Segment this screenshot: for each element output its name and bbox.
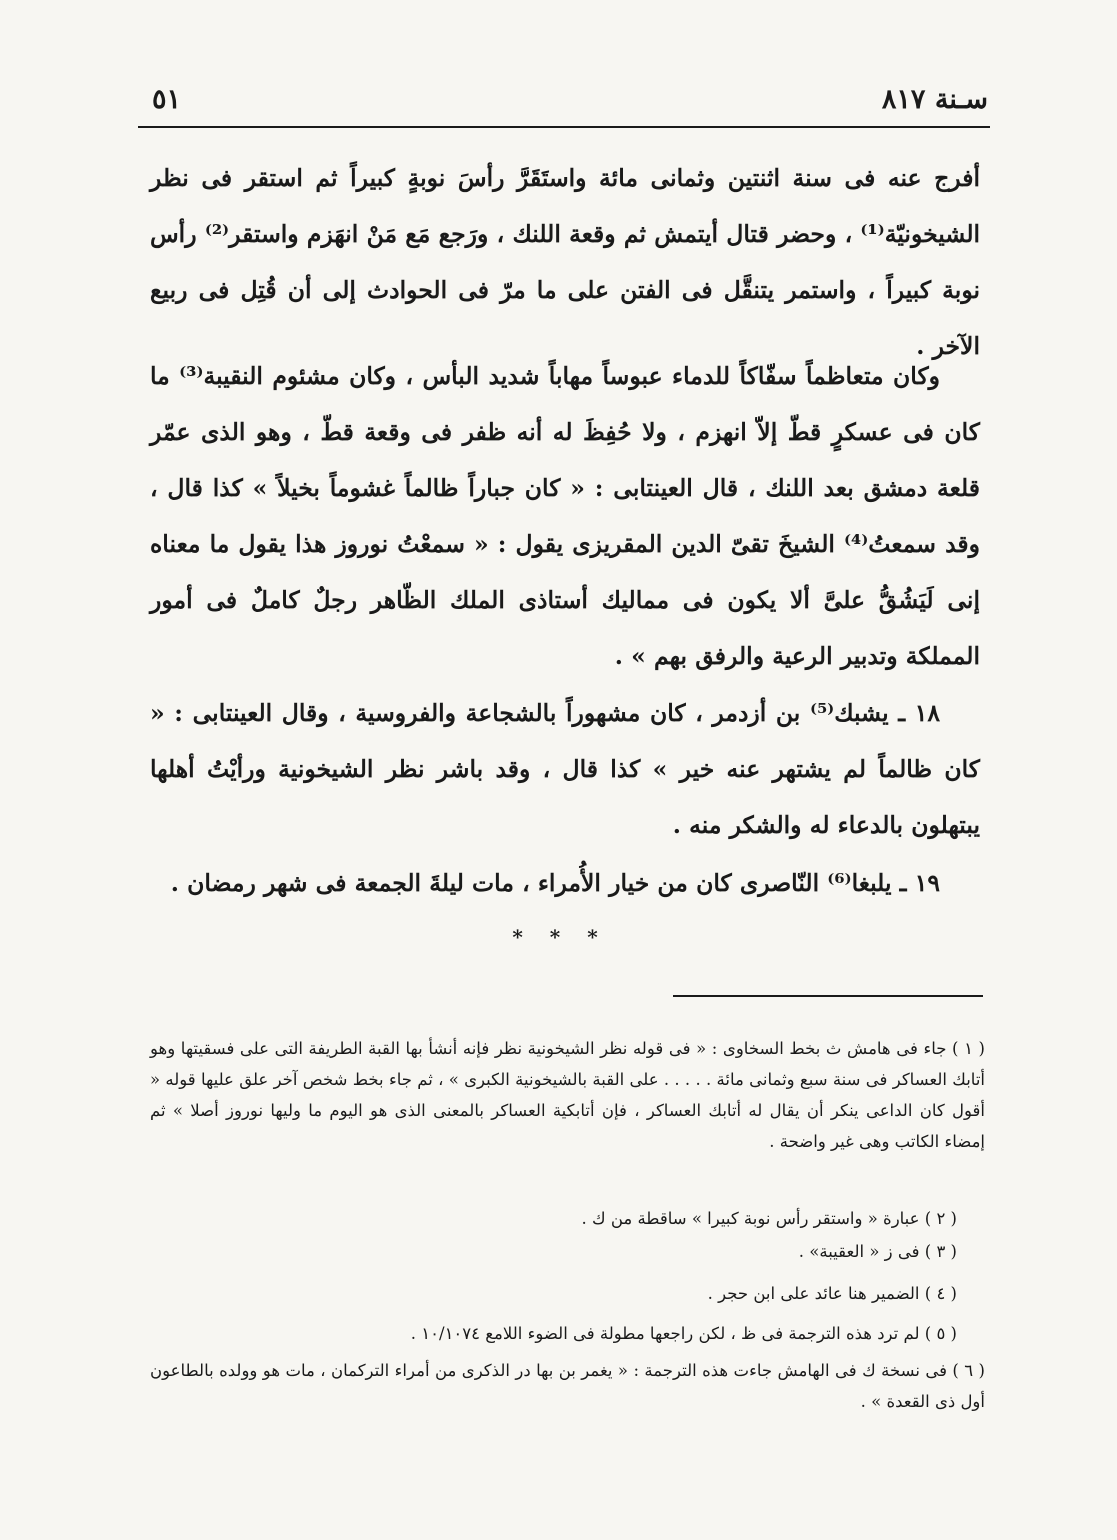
paragraph: وكان متعاظماً سفّاكاً للدماء عبوساً مهاباً شديد البأس ، وكان مشئوم النقيبة⁽³⁾ ما كان فى عسكرٍ قطّ إلاّ انهزم ، ولا حُفِظَ له أنه ظفر فى وقعة قطّ ، وهو الذى عمّر قلعة دمشق بعد اللنك ، قال العينتابى : « كان جباراً ظالماً غشوماً بخيلاً » كذا قال ، وقد سمعتُ⁽⁴⁾ الشيخَ تقىّ الدين المقريزى يقول : « سمعْتُ نوروز هذا يقول ما معناه إنى لَيَشُقُّ علىَّ ألا يكون فى مماليك أستاذى الملك الظّاهر رجلٌ كاملٌ فى أمور المملكة وتدبير الرعية والرفق بهم » . [150, 362, 980, 670]
footnote: ( ٦ ) فى نسخة ك فى الهامش جاءت هذه الترجمة : « يغمر بن بها در الذكرى من أمراء التركمان ، مات هو وولده بالطاعون أول ذى القعدة » . [150, 1361, 985, 1411]
footnote: ( ١ ) جاء فى هامش ث بخط السخاوى : « فى قوله نظر الشيخونية نظر فإنه أنشأ بها القبة الطريفة التى على فسقيتها وهو أتابك العساكر فى سنة سبع وثمانى مائة . . . . . على القبة بالشيخونية الكبرى » ، ثم جاء بخط شخص آخر علق عليها قوله « أقول كان الداعى ينكر أن يقال له أتابك العساكر ، فإن أتابكية العساكر بالمعنى الذى هو اليوم ما وليها نوروز أصلا » ثم إمضاء الكاتب وهى غير واضحة . [150, 1039, 985, 1151]
running-title: سـنة ٨١٧ [881, 84, 988, 115]
section-ornament: * * * [512, 925, 608, 949]
page-number: ٥١ [152, 84, 182, 115]
footnote: ( ٢ ) عبارة « واستقر رأس نوبة كبيرا » ساقطة من ك . [581, 1209, 957, 1228]
footnote: ( ٥ ) لم ترد هذه الترجمة فى ظ ، لكن راجعها مطولة فى الضوء اللامع ١٠/١٠٧٤ . [410, 1324, 957, 1343]
paragraph: أفرج عنه فى سنة اثنتين وثمانى مائة واستَقَرَّ رأسَ نوبةٍ كبيراً ثم استقر فى نظر الشيخونيّة⁽¹⁾ ، وحضر قتال أيتمش ثم وقعة اللنك ، ورَجع مَع مَنْ انهَزم واستقر⁽²⁾ رأس نوبة كبيراً ، واستمر يتنقَّل فى الفتن على ما مرّ فى الحوادث إلى أن قُتِل فى ربيع الآخر . [150, 164, 981, 360]
footnote: ( ٣ ) فى ز « العقيبة» . [798, 1242, 957, 1261]
paragraph: ١٩ ـ يلبغا⁽⁶⁾ النّاصرى كان من خيار الأُمراء ، مات ليلةَ الجمعة فى شهر رمضان . [170, 869, 940, 897]
running-header [138, 80, 990, 120]
paragraph: ١٨ ـ يشبك⁽⁵⁾ بن أزدمر ، كان مشهوراً بالشجاعة والفروسية ، وقال العينتابى : « كان ظالماً لم يشتهر عنه خير » كذا قال ، وقد باشر نظر الشيخونية ورأيْتُ أهلها يبتهلون بالدعاء له والشكر منه . [150, 699, 980, 839]
footnote-rule [673, 995, 983, 997]
footnote: ( ٤ ) الضمير هنا عائد على ابن حجر . [707, 1284, 957, 1303]
header-rule [138, 126, 990, 128]
